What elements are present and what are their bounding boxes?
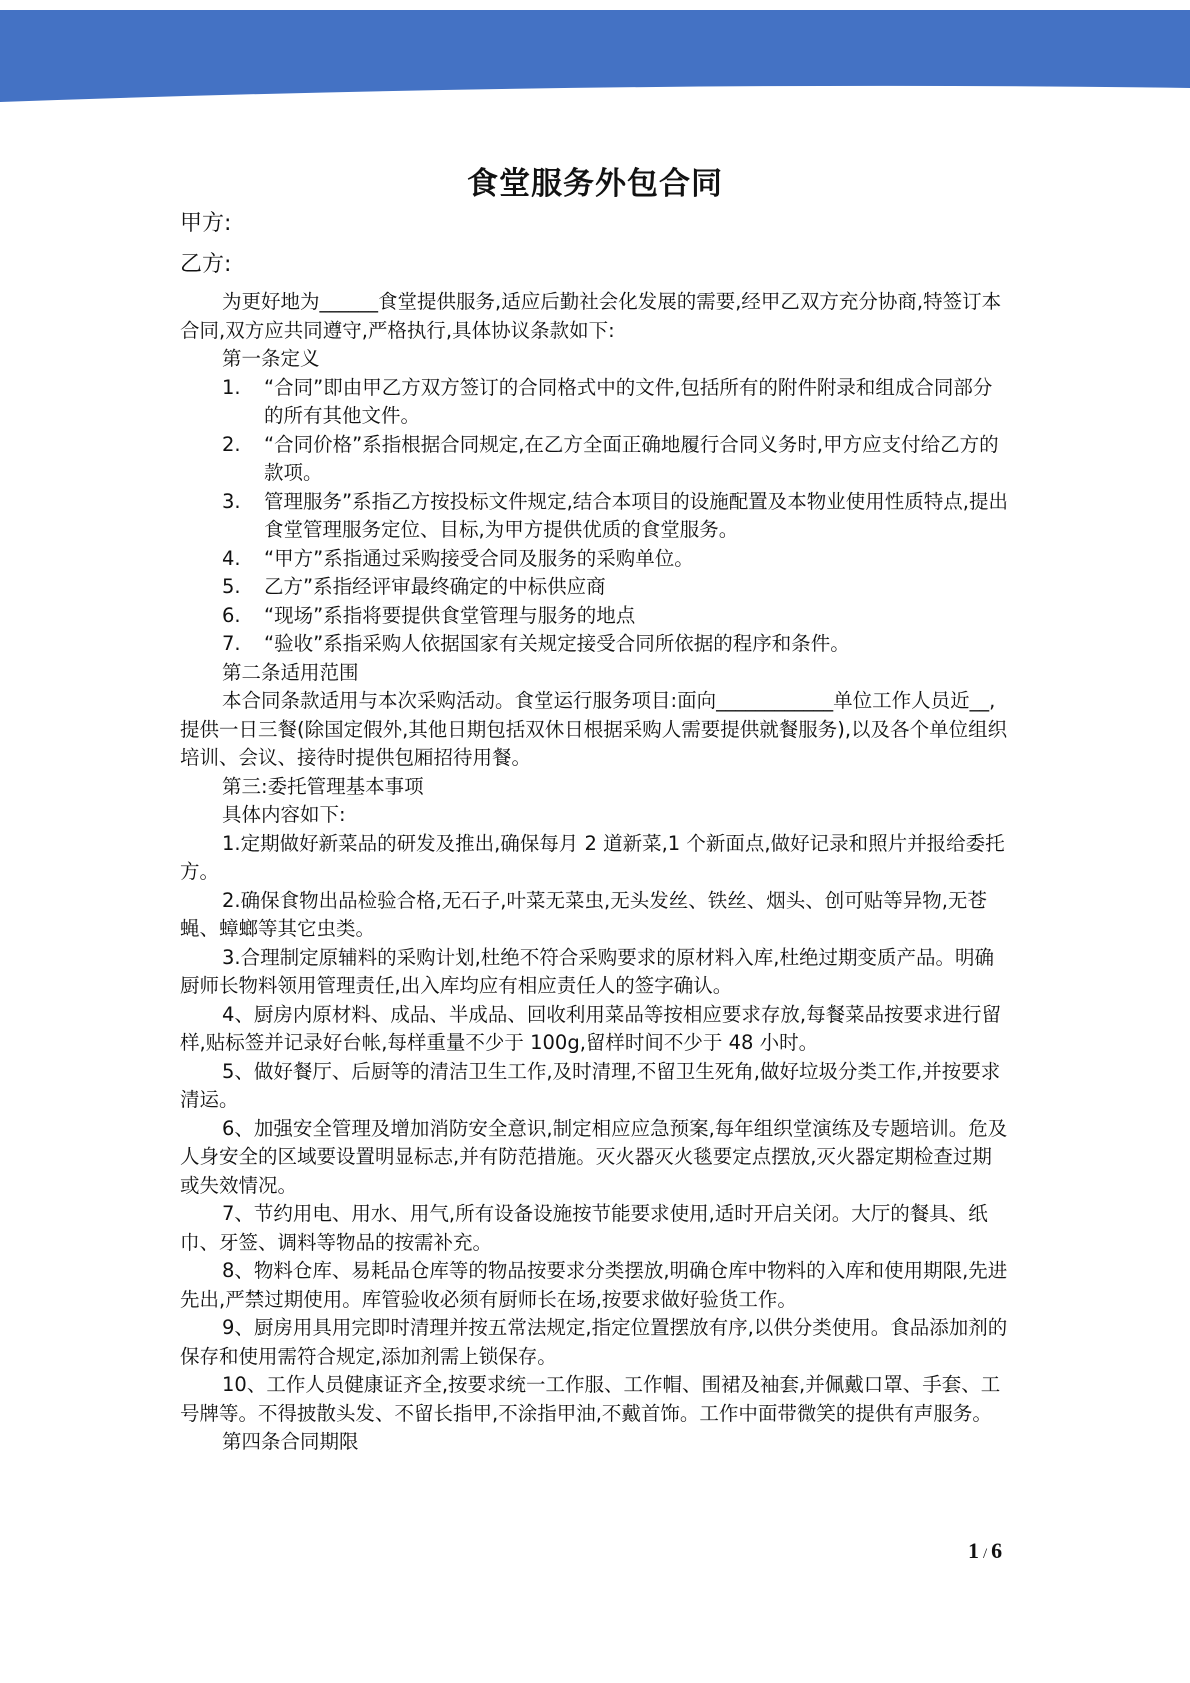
section-2-paragraph: 本合同条款适用与本次采购活动。食堂运行服务项目:面向____________单位工作人员近__,提供一日三餐(除国定假外,其他日期包括双休日根据采购人需要提供就餐服务),以及各个单位组织培训、会议、接待时提供包厢招待用餐。 <box>180 689 1008 769</box>
section-1-heading: 第一条定义 <box>222 347 320 370</box>
list-item-number: 1. <box>222 375 241 399</box>
list-item-number: 4. <box>222 546 241 570</box>
page-current: 1 <box>968 1538 979 1563</box>
list-item-number: 7. <box>222 632 241 655</box>
section-4-heading: 第四条合同期限 <box>222 1430 359 1453</box>
list-item-text: 乙方”系指经评审最终确定的中标供应商 <box>264 575 606 598</box>
section-3-item: 8、物料仓库、易耗品仓库等的物品按要求分类摆放,明确仓库中物料的入库和使用期限,先进先出,严禁过期使用。库管验收必须有厨师长在场,按要求做好验货工作。 <box>180 1259 1008 1311</box>
contract-body <box>180 288 1010 1457</box>
section-3-item: 10、工作人员健康证齐全,按要求统一工作服、工作帽、围裙及袖套,并佩戴口罩、手套、工号牌等。不得披散头发、不留长指甲,不涂指甲油,不戴首饰。工作中面带微笑的提供有声服务。 <box>180 1373 1001 1425</box>
section-3-item: 7、节约用电、用水、用气,所有设备设施按节能要求使用,适时开启关闭。大厅的餐具、纸巾、牙签、调料等物品的按需补充。 <box>180 1202 988 1254</box>
list-item-number: 3. <box>222 489 241 513</box>
list-item-number: 2. <box>222 432 241 456</box>
page-separator: / <box>983 1546 988 1562</box>
list-item-number: 6. <box>222 603 241 627</box>
section-3-item: 6、加强安全管理及增加消防安全意识,制定相应应急预案,每年组织堂演练及专题培训。危及人身安全的区域要设置明显标志,并有防范措施。灭火器灭火毯要定点摆放,灭火器定期检查过期或失效情况。 <box>180 1116 1008 1197</box>
section-3-item: 3.合理制定原辅料的采购计划,杜绝不符合采购要求的原材料入库,杜绝过期变质产品。明确厨师长物料领用管理责任,出入库均应有相应责任人的签字确认。 <box>180 945 995 997</box>
list-item-text: “甲方”系指通过采购接受合同及服务的采购单位。 <box>264 546 694 570</box>
header-band <box>0 0 1190 130</box>
list-item-text: 管理服务”系指乙方按投标文件规定,结合本项目的设施配置及本物业使用性质特点,提出食堂管理服务定位、目标,为甲方提供优质的食堂服务。 <box>264 489 1008 541</box>
section-2-heading: 第二条适用范围 <box>222 660 359 684</box>
list-item-text: “合同价格”系指根据合同规定,在乙方全面正确地履行合同义务时,甲方应支付给乙方的款项。 <box>264 432 999 484</box>
list-item-text: “合同”即由甲乙方双方签订的合同格式中的文件,包括所有的附件附录和组成合同部分的所有其他文件。 <box>264 375 993 427</box>
list-item-text: “现场”系指将要提供食堂管理与服务的地点 <box>264 603 636 627</box>
list-item <box>180 374 1010 431</box>
document-title: 食堂服务外包合同 <box>467 166 723 202</box>
section-3-item: 5、做好餐厅、后厨等的清洁卫生工作,及时清理,不留卫生死角,做好垃圾分类工作,并按要求清运。 <box>180 1059 1001 1111</box>
section-3-item: 1.定期做好新菜品的研发及推出,确保每月 2 道新菜,1 个新面点,做好记录和照片并报给委托方。 <box>180 831 1005 883</box>
section-3-item: 4、厨房内原材料、成品、半成品、回收利用菜品等按相应要求存放,每餐菜品按要求进行留样,贴标签并记录好台帐,每样重量不少于 100g,留样时间不少于 48 小时。 <box>180 1002 1002 1054</box>
list-item <box>180 488 1010 545</box>
list-item-number: 5. <box>222 575 241 598</box>
section-3-item: 9、厨房用具用完即时清理并按五常法规定,指定位置摆放有序,以供分类使用。食品添加剂的保存和使用需符合规定,添加剂需上锁保存。 <box>180 1316 1008 1368</box>
list-item <box>180 545 1010 574</box>
list-item <box>180 573 1010 602</box>
page-number <box>968 1538 1002 1564</box>
list-item <box>180 630 1010 659</box>
list-item <box>180 602 1010 631</box>
intro-paragraph: 为更好地为______食堂提供服务,适应后勤社会化发展的需要,经甲乙双方充分协商,特签订本合同,双方应共同遵守,严格执行,具体协议条款如下: <box>180 290 1002 342</box>
party-b-label: 乙方: <box>180 252 232 277</box>
party-a-label: 甲方: <box>180 211 232 236</box>
list-item <box>180 431 1010 488</box>
section-3-item: 2.确保食物出品检验合格,无石子,叶菜无菜虫,无头发丝、铁丝、烟头、创可贴等异物,无苍蝇、蟑螂等其它虫类。 <box>180 888 987 940</box>
list-item-text: “验收”系指采购人依据国家有关规定接受合同所依据的程序和条件。 <box>264 632 850 655</box>
definitions-list <box>180 374 1010 659</box>
page-total: 6 <box>991 1538 1003 1563</box>
section-3-heading: 第三:委托管理基本事项 <box>222 774 424 798</box>
section-3-intro: 具体内容如下: <box>222 803 346 826</box>
